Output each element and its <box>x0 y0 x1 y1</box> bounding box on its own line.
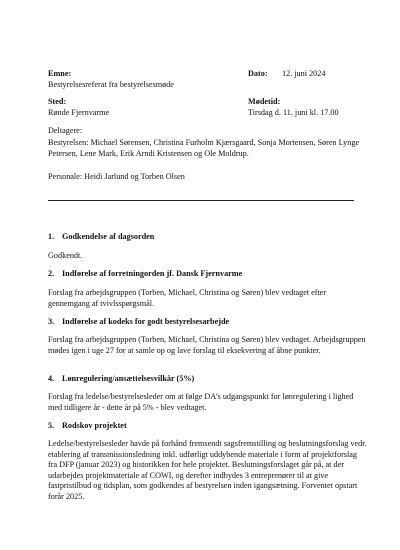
section-title: Godkendelse af dagsorden <box>62 232 155 241</box>
section-5-heading <box>48 421 127 431</box>
section-number: 3. <box>48 317 55 326</box>
section-5-body: Ledelse/bestyrelsesleder havde på forhånd fremsendt sagsfremstilling og beslutningsforslag vedr. etablering af transmissionsledning inkl. udførligt uddybende materiale i form af projektforslag fra DFP (januar 2023) og historikken for hele projektet. Beslutningsforslaget går på, at der udarbejdes projektmateriale af COWI, og derefter indbydes 3 entreprenører til at give fastpristilbud og tidsplan, som godkendes af bestyrelsen inden igangsætning. Forventet opstart forår 2025. <box>48 439 367 501</box>
section-title: Lønregulering/ansættelsesvilkår (5%) <box>62 374 195 383</box>
section-1-heading <box>48 232 154 242</box>
section-number: 5. <box>48 421 55 430</box>
section-title: Indførelse af forretningorden jf. Dansk Fjernvarme <box>62 269 243 278</box>
board-members: Bestyrelsen: Michael Sørensen, Christina Furholm Kjærsgaard, Sonja Mortensen, Søren Lynge Petersen, Lene Mark, Erik Arndi Kristensen og Ole Moldrup. <box>48 138 360 158</box>
staff: Personale: Heidi Jarlund og Torben Olsen <box>48 172 185 181</box>
section-3-heading <box>48 317 229 327</box>
location-label: Sted: <box>48 97 67 106</box>
section-1-body: Godkendt. <box>48 251 83 260</box>
subject-value: Bestyrelsesreferat fra bestyrelsesmøde <box>48 80 174 89</box>
section-title: Rodskov projektet <box>62 421 127 430</box>
section-2-heading <box>48 269 242 279</box>
meeting-time-value: Tirsdag d. 11. juni kl. 17.00 <box>248 108 339 117</box>
section-number: 2. <box>48 269 55 278</box>
section-number: 1. <box>48 232 55 241</box>
divider <box>48 200 354 201</box>
participants-label: Deltagere: <box>48 126 83 135</box>
subject-label: Emne: <box>48 69 72 78</box>
date-label: Dato: <box>248 69 268 78</box>
date-value: 12. juni 2024 <box>282 69 326 78</box>
meeting-time-label: Mødetid: <box>248 97 281 106</box>
section-4-body: Forslag fra ledelse/bestyrelsesleder om at følge DA’s udgangspunkt for lønregulering i lighed med tidligere år - dette år på 5% - blev vedtaget. <box>48 392 354 412</box>
section-4-heading <box>48 374 194 384</box>
section-title: Indførelse af kodeks for godt bestyrelsesarbejde <box>62 317 230 326</box>
section-2-body: Forslag fra arbejdsgruppen (Torben, Michael, Christina og Søren) blev vedtaget efter gennemgang af tvivlsspørgsmål. <box>48 288 327 308</box>
location-value: Rønde Fjernvarme <box>48 108 110 117</box>
section-number: 4. <box>48 374 55 383</box>
section-3-body: Forslag fra arbejdsgruppen (Torben, Michael, Christina og Søren) blev vedtaget. Arbejdsgruppen mødes igen i uge 27 for at samle op og lave forslag til eksekvering af åbne punkter. <box>48 335 366 355</box>
